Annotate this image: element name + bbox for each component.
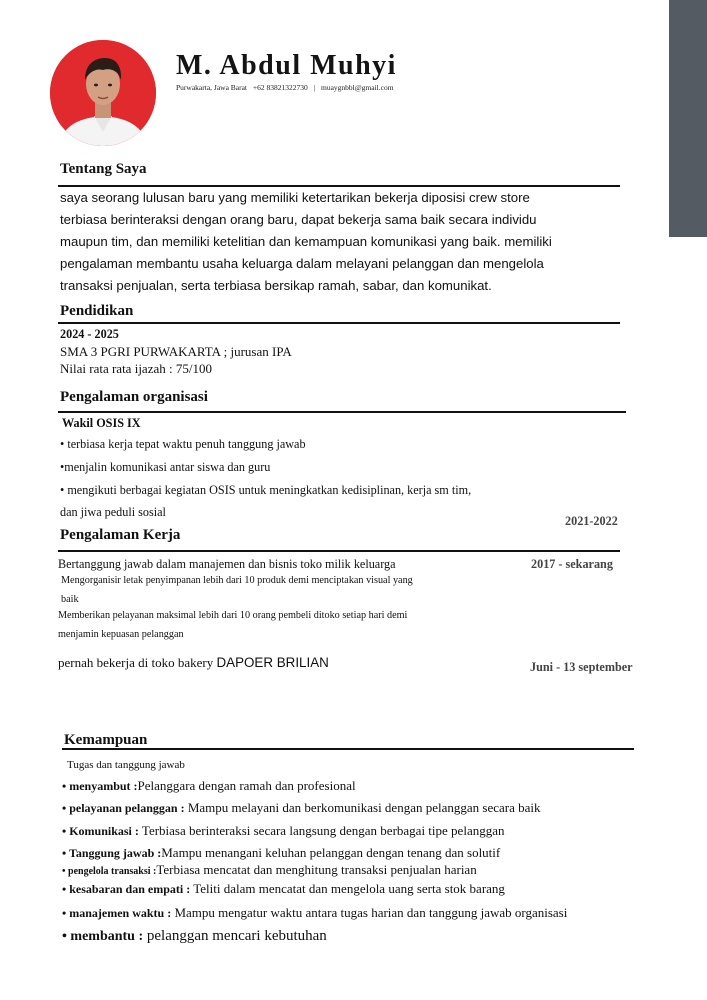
job1-line-3: Memberikan pelayanan maksimal lebih dari 10 orang pembeli ditoko setiap hari demi [58, 610, 408, 621]
organization-title: Pengalaman organisasi [60, 389, 208, 405]
about-line-1: saya seorang lulusan baru yang memiliki ketertarikan bekerja diposisi crew store [60, 190, 530, 205]
about-divider [58, 185, 620, 187]
organization-divider [58, 411, 626, 413]
scrollbar-thumb[interactable] [669, 0, 707, 237]
about-title: Tentang Saya [60, 161, 147, 177]
education-school: SMA 3 PGRI PURWAKARTA ; jurusan IPA [60, 344, 292, 359]
education-grade: Nilai rata rata ijazah : 75/100 [60, 361, 212, 376]
organization-bullet-3: • mengikuti berbagai kegiatan OSIS untuk meningkatkan kedisiplinan, kerja sm tim, [60, 483, 472, 497]
work-divider [58, 550, 620, 552]
phone-text: +62 83821322730 [252, 83, 308, 92]
education-divider [58, 322, 620, 324]
profile-photo [50, 40, 156, 146]
skill-item-8: • membantu : pelanggan mencari kebutuhan [62, 928, 327, 944]
job2-place: DAPOER BRILIAN [216, 655, 329, 670]
job1-period: 2017 - sekarang [531, 557, 613, 571]
about-line-5: transaksi penjualan, serta terbiasa bersikap ramah, sabar, dan komunikat. [60, 278, 492, 293]
organization-bullet-2: •menjalin komunikasi antar siswa dan guru [60, 460, 271, 474]
organization-role: Wakil OSIS IX [62, 416, 141, 430]
skill-item-4: • Tanggung jawab :Mampu menangani keluhan pelanggan dengan tenang dan solutif [62, 845, 501, 860]
education-years: 2024 - 2025 [60, 327, 119, 341]
job1-line-1: Mengorganisir letak penyimpanan lebih dari 10 produk demi menciptakan visual yang [61, 575, 413, 586]
skills-divider [62, 748, 634, 750]
email-text: muaygnbbl@gmail.com [321, 83, 394, 92]
skills-title: Kemampuan [64, 732, 148, 748]
skill-item-3: • Komunikasi : Terbiasa berinteraksi secara langsung dengan berbagai tipe pelanggan [62, 823, 505, 838]
skill-item-7: • manajemen waktu : Mampu mengatur waktu antara tugas harian dan tanggung jawab organisasi [62, 905, 568, 920]
work-title: Pengalaman Kerja [60, 527, 181, 543]
job1-title: Bertanggung jawab dalam manajemen dan bisnis toko milik keluarga [58, 557, 396, 571]
job1-line-4: menjamin kepuasan pelanggan [58, 629, 184, 640]
skill-item-1: • menyambut :Pelanggara dengan ramah dan profesional [62, 778, 356, 793]
job1-line-2: baik [61, 594, 79, 605]
job2-prefix: pernah bekerja di toko bakery [58, 655, 217, 670]
job2-period: Juni - 13 september [530, 660, 633, 674]
organization-period: 2021-2022 [565, 514, 618, 528]
job2-text [58, 655, 329, 671]
contact-separator: | [313, 83, 316, 92]
candidate-name: M. Abdul Muhyi [176, 50, 397, 81]
skill-item-5: • pengelola transaksi :Terbiasa mencatat dan menghitung transaksi penjualan harian [62, 862, 477, 877]
contact-info [176, 83, 398, 92]
about-line-2: terbiasa berinteraksi dengan orang baru, dapat bekerja sama baik secara individu [60, 212, 537, 227]
skills-intro: Tugas dan tanggung jawab [67, 759, 185, 771]
organization-bullet-1: • terbiasa kerja tepat waktu penuh tanggung jawab [60, 437, 306, 451]
skill-item-2: • pelayanan pelanggan : Mampu melayani dan berkomunikasi dengan pelanggan secara baik [62, 800, 541, 815]
organization-bullet-3-cont: dan jiwa peduli sosial [60, 505, 166, 519]
skill-item-6: • kesabaran dan empati : Teliti dalam mencatat dan mengelola uang serta stok barang [62, 881, 505, 896]
location-text: Purwakarta, Jawa Barat [176, 83, 248, 92]
about-line-4: pengalaman membantu usaha keluarga dalam melayani pelanggan dan mengelola [60, 256, 544, 271]
education-title: Pendidikan [60, 303, 134, 319]
about-line-3: maupun tim, dan memiliki ketelitian dan kemampuan komunikasi yang baik. memiliki [60, 234, 552, 249]
